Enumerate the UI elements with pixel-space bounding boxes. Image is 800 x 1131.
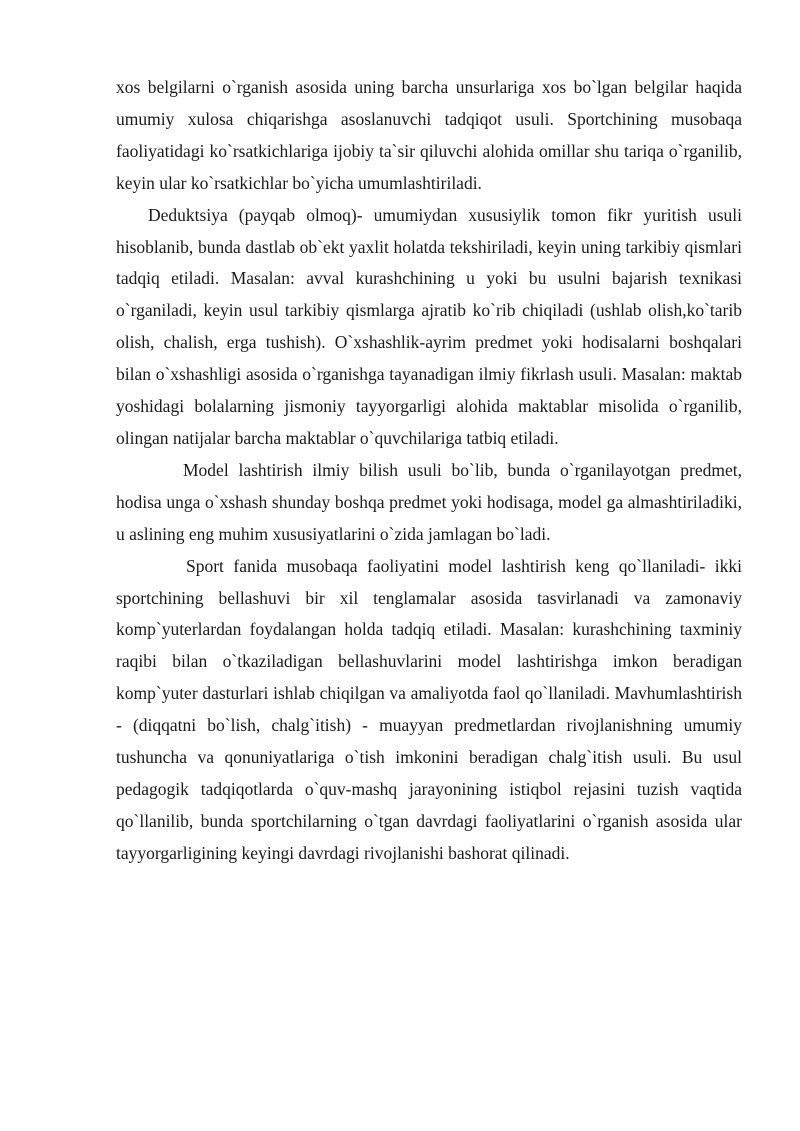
paragraph-sport-modeling: Sport fanida musobaqa faoliyatini model lashtirish keng qo`llaniladi- ikki sportchining bellashuvi bir xil tenglamalar asosida tasvirlanadi va zamonaviy komp`yuterlardan foydalangan holda tadqiq etiladi. Masalan: kurashchining taxminiy raqibi bilan o`tkaziladigan bellashuvlarini model lashtirishga imkon beradigan komp`yuter dasturlari ishlab chiqilgan va amaliyotda faol qo`llaniladi. Mavhumlashtirish - (diqqatni bo`lish, chalg`itish) - muayyan predmetlardan rivojlanishning umumiy tushuncha va qonuniyatlariga o`tish imkonini beradigan chalg`itish usuli. Bu usul pedagogik tadqiqotlarda o`quv-mashq jarayonining istiqbol rejasini tuzish vaqtida qo`llanilib, bunda sportchilarning o`tgan davrdagi faoliyatlarini o`rganish asosida ular tayyorgarligining keyingi davrdagi rivojlanishi bashorat qilinadi. xyxy=(116,555,742,863)
paragraph-modeling: Model lashtirish ilmiy bilish usuli bo`lib, bunda o`rganilayotgan predmet, hodisa unga o`xshash shunday boshqa predmet yoki hodisaga, model ga almashtiriladiki, u aslining eng muhim xususiyatlarini o`zida jamlagan bo`ladi. xyxy=(116,459,742,544)
paragraph-deduction: Deduktsiya (payqab olmoq)- umumiydan xususiylik tomon fikr yuritish usuli hisoblanib, bunda dastlab ob`ekt yaxlit holatda tekshiriladi, keyin uning tarkibiy qismlari tadqiq etiladi. Masalan: avval kurashchining u yoki bu usulni bajarish texnikasi o`rganiladi, keyin usul tarkibiy qismlarga ajratib ko`rib chiqiladi (ushlab olish,ko`tarib olish, chalish, erga tushish). O`xshashlik-ayrim predmet yoki hodisalarni boshqalari bilan o`xshashligi asosida o`rganishga tayanadigan ilmiy fikrlash usuli. Masalan: maktab yoshidagi bolalarning jismoniy tayyorgarligi alohida maktablar misolida o`rganilib, olingan natijalar barcha maktablar o`quvchilariga tatbiq etiladi. xyxy=(116,204,742,448)
paragraph-induction-end: xos belgilarni o`rganish asosida uning barcha unsurlariga xos bo`lgan belgilar haqida umumiy xulosa chiqarishga asoslanuvchi tadqiqot usuli. Sportchining musobaqa faoliyatidagi ko`rsatkichlariga ijobiy ta`sir qiluvchi alohida omillar shu tariqa o`rganilib, keyin ular ko`rsatkichlar bo`yicha umumlashtiriladi. xyxy=(116,77,742,193)
document-page xyxy=(116,72,742,870)
